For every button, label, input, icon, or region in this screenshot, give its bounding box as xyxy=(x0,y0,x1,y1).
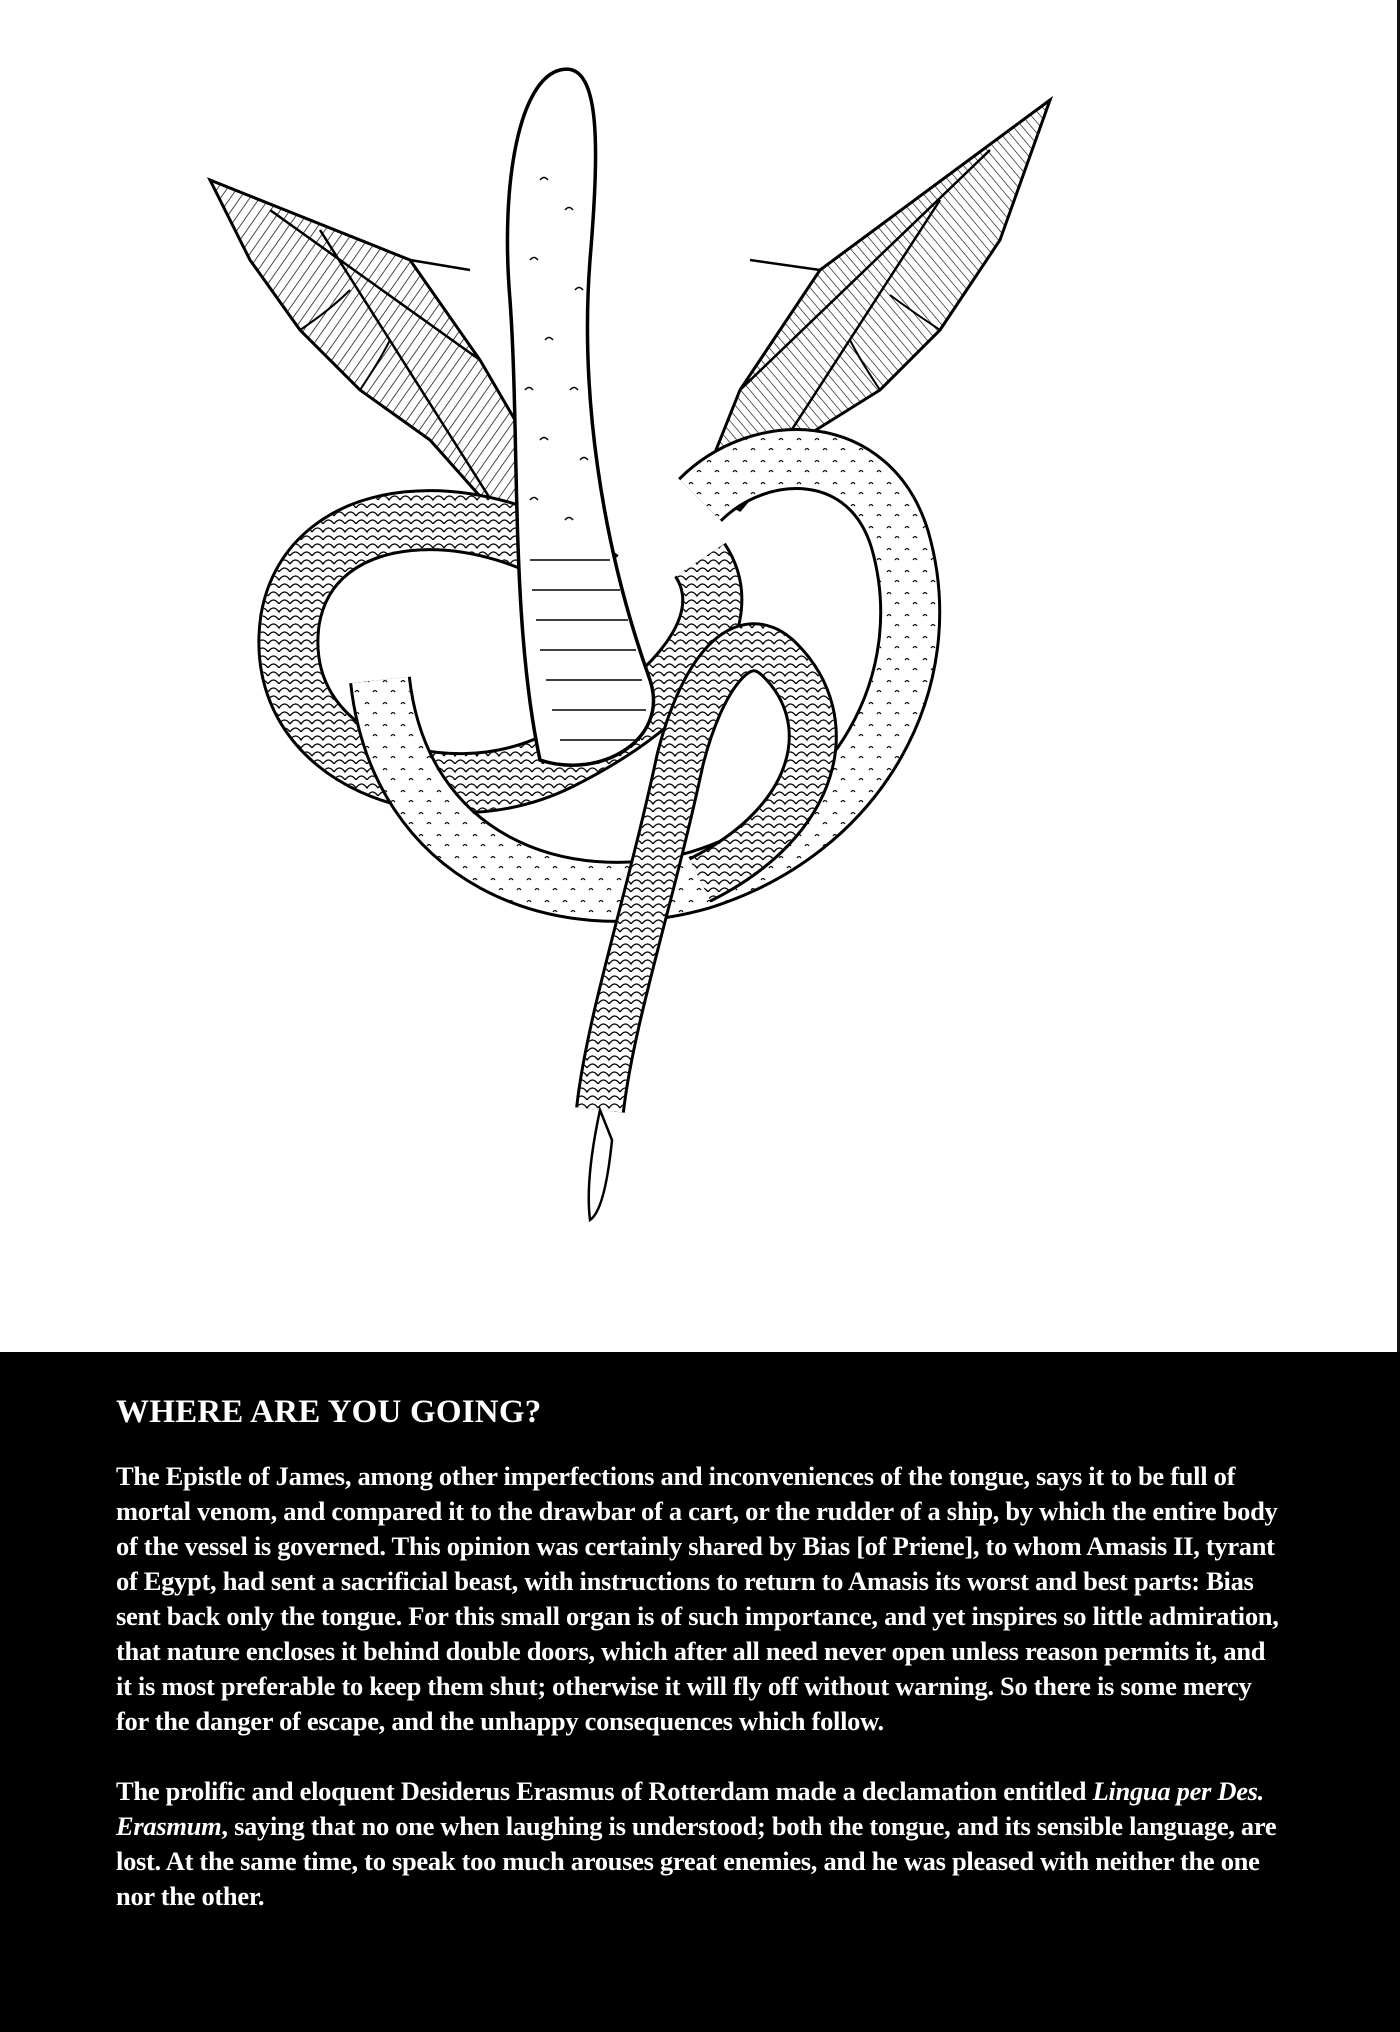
paragraph-1: The Epistle of James, among other imperfections and inconveniences of the tongue, says it to be full of mortal venom, and compared it to the drawbar of a cart, or the rudder of a ship, by which the entire body of the vessel is governed. This opinion was certainly shared by Bias [of Priene], to whom Amasis II, tyrant of Egypt, had sent a sacrificial beast, with instructions to return to Amasis its worst and best parts: Bias sent back only the tongue. For this small organ is of such importance, and yet inspires so little admiration, that nature encloses it behind double doors, which after all need never open unless reason permits it, and it is most preferable to keep them shut; otherwise it will fly off without warning. So there is some mercy for the danger of escape, and the unhappy consequences which follow. xyxy=(116,1461,1279,1736)
winged-serpent-tongue-illustration xyxy=(180,60,1080,1240)
paragraph-2-start: The prolific and eloquent Desiderus Erasmus of Rotterdam made a declamation entitled xyxy=(116,1776,1093,1806)
section-heading: WHERE ARE YOU GOING? xyxy=(116,1394,542,1430)
text-panel xyxy=(0,1352,1400,2032)
paragraph-2-end: , saying that no one when laughing is understood; both the tongue, and its sensible language, are lost. At the same time, to speak too much arouses great enemies, and he was pleased with neither the one nor the other. xyxy=(116,1811,1277,1911)
paragraph-2 xyxy=(116,1774,1284,1914)
tongue-neck-icon xyxy=(507,69,653,765)
paragraph-2-title: Lingua per Des. Erasmum xyxy=(116,1776,1265,1841)
left-wing-icon xyxy=(210,180,550,530)
